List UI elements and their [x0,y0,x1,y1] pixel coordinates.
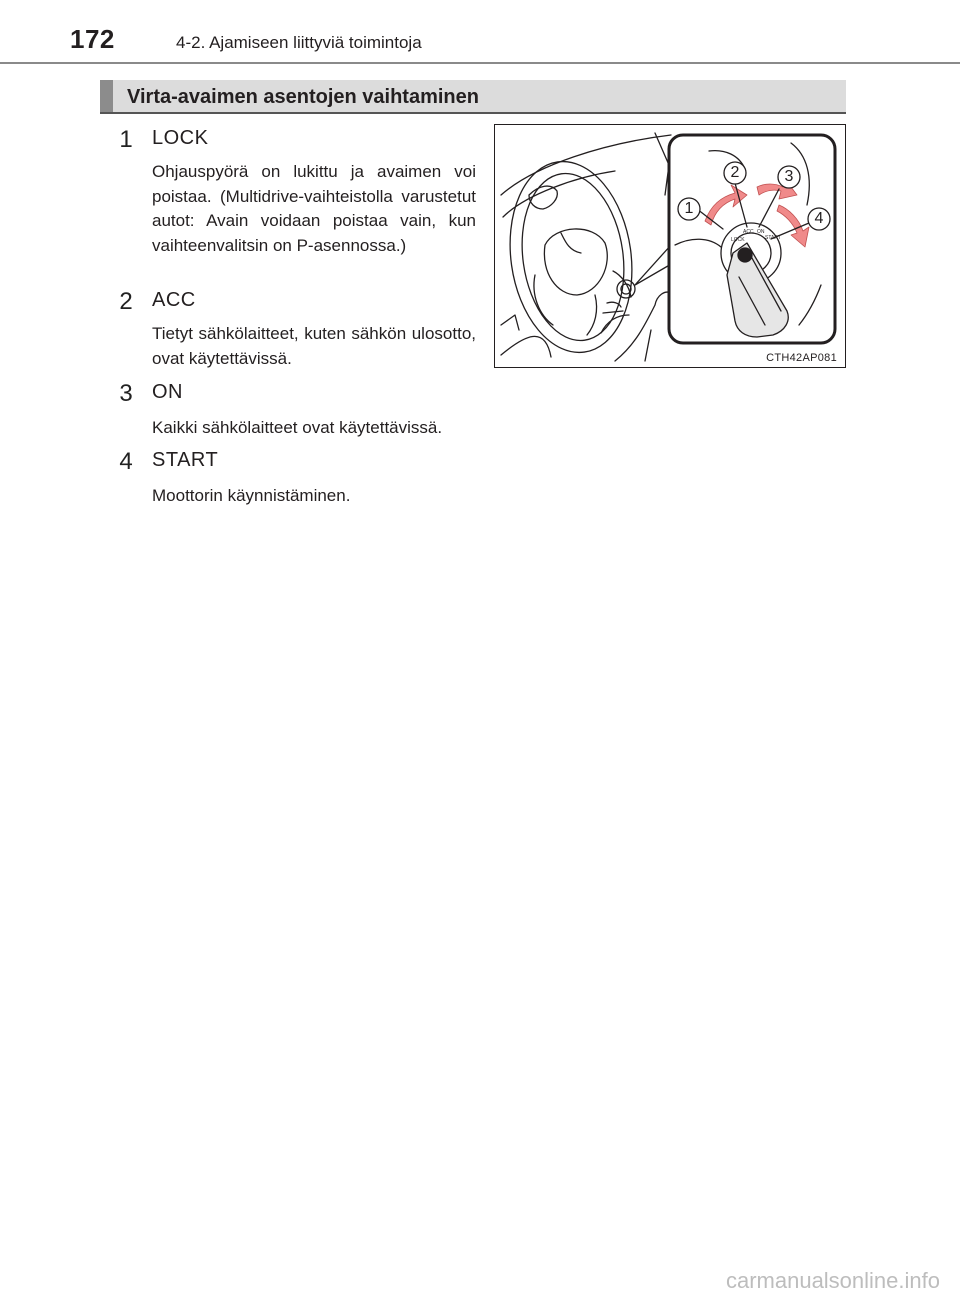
item-label: START [152,449,219,471]
item-label: ON [152,381,183,403]
item-description: Ohjauspyörä on lukittu ja avaimen voi poistaa. (Multidrive-vaihteistolla varustetut autot: Avain voidaan poistaa vain, kun vaihteenvalitsin on P-asennossa.) [152,162,476,255]
callout-4: 4 [814,210,824,227]
item-number: 4 [119,448,133,475]
watermark: carmanualsonline.info [725,1268,940,1293]
item-number: 2 [119,288,133,315]
item-description: Tietyt sähkölaitteet, kuten sähkön ulosotto, ovat käytettävissä. [152,324,476,368]
callout-3: 3 [784,168,794,185]
on-mark: ON [757,229,765,235]
illustration-code: CTH42AP081 [766,352,837,364]
ignition-illustration [494,124,846,368]
item-label: LOCK [152,127,209,149]
item-label: ACC [152,289,196,311]
chapter-title: 4-2. Ajamiseen liittyviä toimintoja [176,33,422,52]
start-mark: START [765,235,781,241]
acc-mark: ACC [743,229,754,235]
ignition-drawing [495,125,845,367]
callout-1: 1 [684,200,694,217]
callout-2: 2 [730,164,740,181]
section-header-bar [100,80,113,112]
item-description: Moottorin käynnistäminen. [152,486,351,505]
section-header [100,80,846,114]
item-number: 3 [119,380,133,407]
item-number: 1 [119,126,133,153]
header-rule [0,62,960,64]
lock-mark: LOCK [731,237,745,243]
page-number: 172 [70,24,115,54]
section-title: Virta-avaimen asentojen vaihtaminen [127,86,479,108]
item-description: Kaikki sähkölaitteet ovat käytettävissä. [152,418,443,437]
